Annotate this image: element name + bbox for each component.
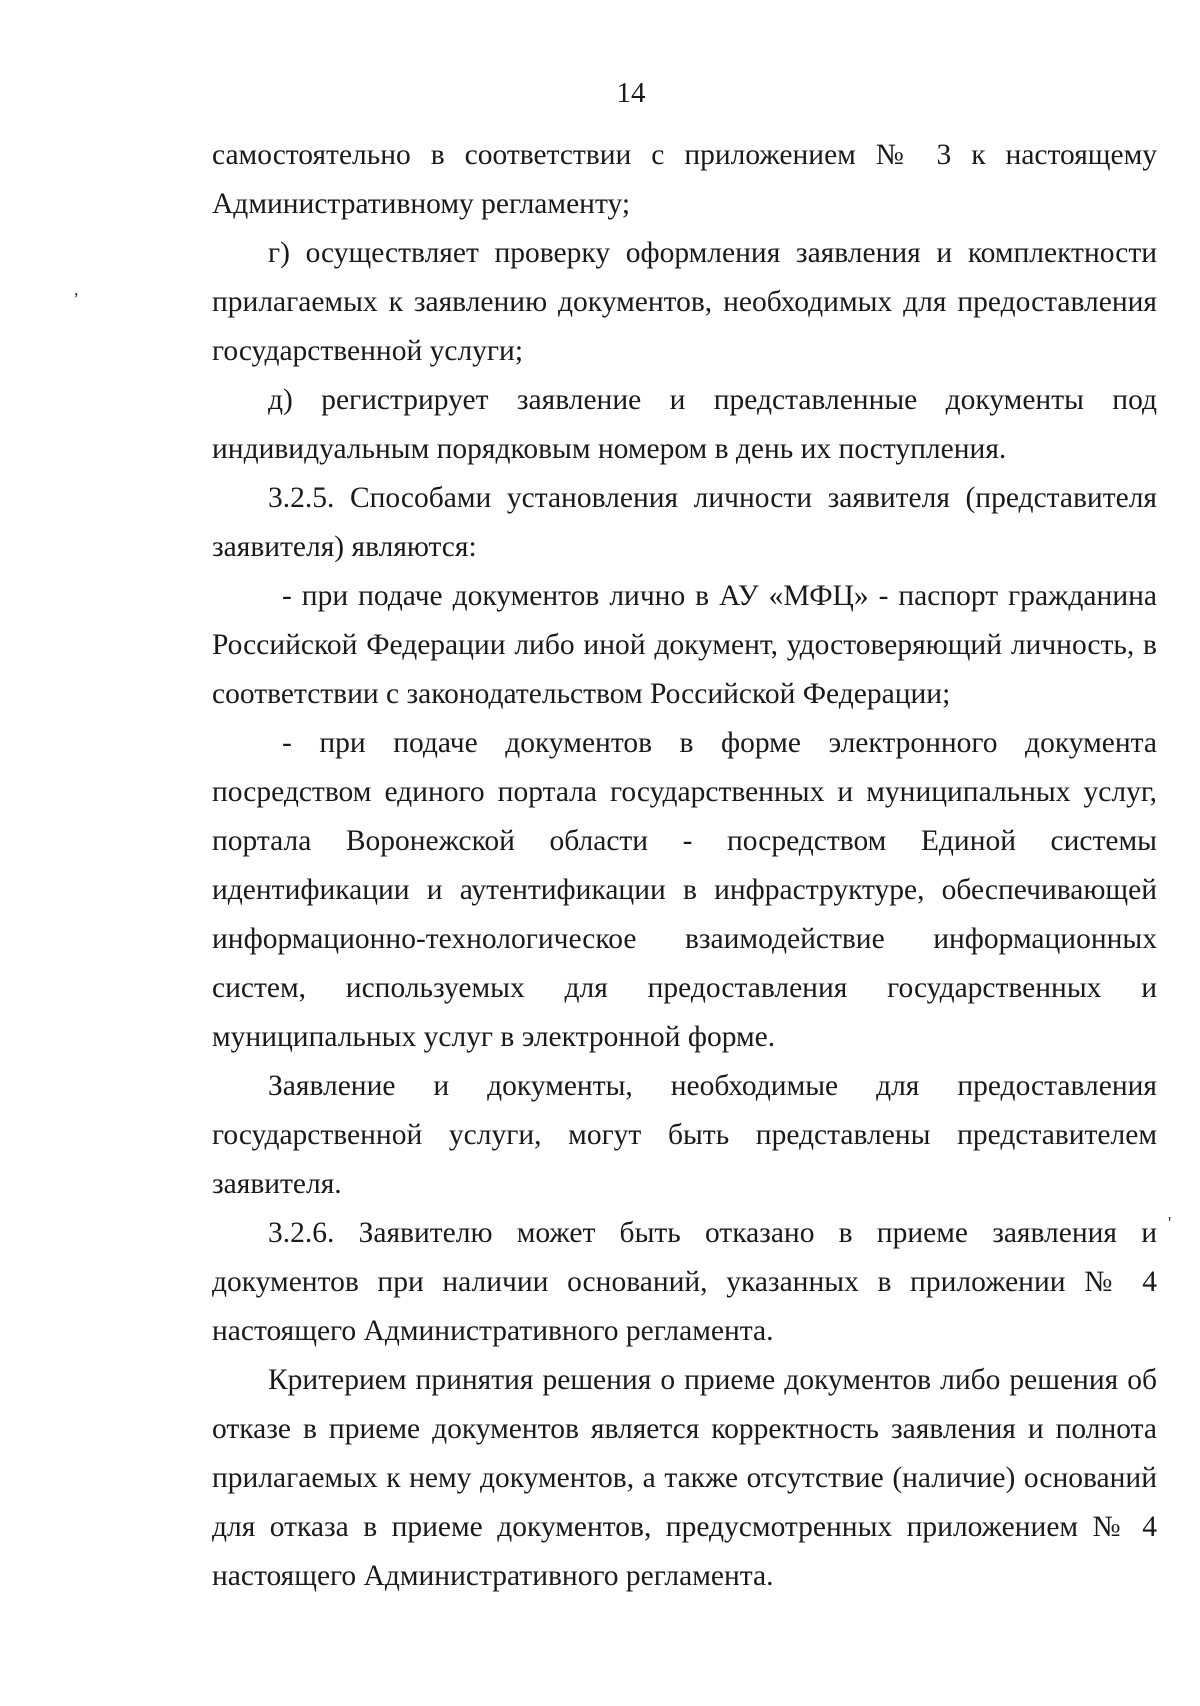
scan-speck: ' bbox=[1168, 1213, 1172, 1233]
paragraph-dash-electronic: - при подаче документов в форме электронного документа посредством единого портала государственных и муниципальных услуг, портала Воронежской области - посредством Единой системы идентификации и аутентификации в инфраструктуре, обеспечивающей информационно-технологическое взаимодействие информационных систем, используемых для предоставления государственных и муниципальных услуг в электронной форме. bbox=[212, 727, 1157, 1053]
paragraph-continuation: самостоятельно в соответствии с приложением № 3 к настоящему Административному регламенту; bbox=[212, 139, 1157, 220]
paragraph-criterion: Критерием принятия решения о приеме документов либо решения об отказе в приеме документов является корректность заявления и полнота прилагаемых к нему документов, а также отсутствие (наличие) оснований для отказа в приеме документов, предусмотренных приложением № 4 настоящего Административного регламента. bbox=[212, 1364, 1157, 1592]
document-body bbox=[212, 131, 1157, 1601]
paragraph-3-2-6: 3.2.6. Заявителю может быть отказано в приеме заявления и документов при наличии оснований, указанных в приложении № 4 настоящего Административного регламента. bbox=[212, 1217, 1157, 1347]
paragraph-3-2-5: 3.2.5. Способами установления личности заявителя (представителя заявителя) являются: bbox=[212, 482, 1157, 563]
paragraph-item-d: д) регистрирует заявление и представленные документы под индивидуальным порядковым номером в день их поступления. bbox=[212, 384, 1157, 465]
scan-speck: , bbox=[74, 279, 79, 299]
paragraph-item-g: г) осуществляет проверку оформления заявления и комплектности прилагаемых к заявлению документов, необходимых для предоставления государственной услуги; bbox=[212, 237, 1157, 367]
page-number: 14 bbox=[616, 77, 646, 109]
paragraph-dash-in-person: - при подаче документов лично в АУ «МФЦ» - паспорт гражданина Российской Федерации либо иной документ, удостоверяющий личность, в соответствии с законодательством Российской Федерации; bbox=[212, 580, 1157, 710]
paragraph-representative: Заявление и документы, необходимые для предоставления государственной услуги, могут быть представлены представителем заявителя. bbox=[212, 1070, 1157, 1200]
